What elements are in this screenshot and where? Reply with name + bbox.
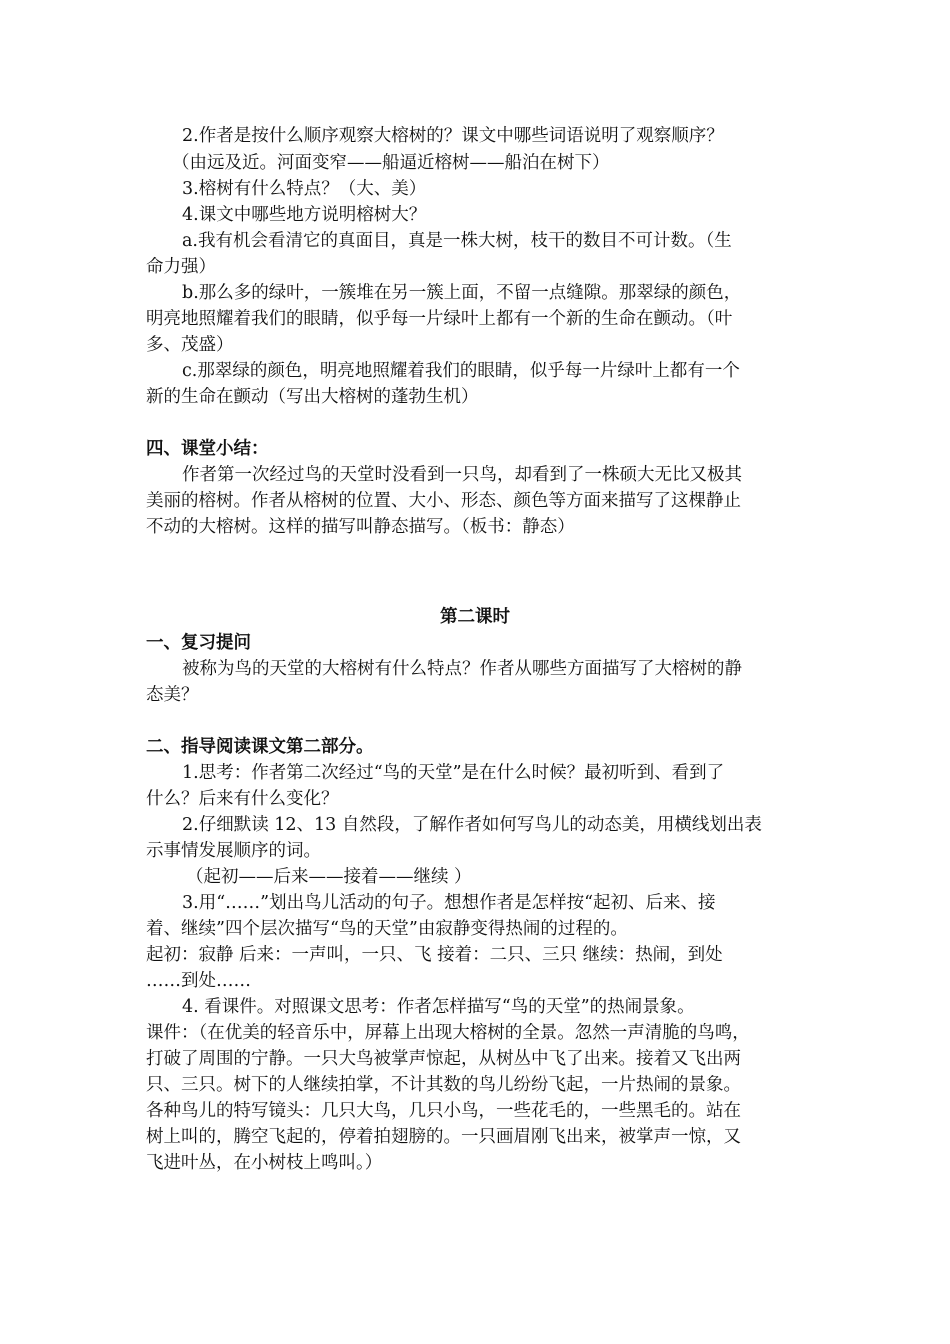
point-3-line-4: ……到处…… <box>146 971 251 991</box>
courseware-line-6: 飞进叶丛，在小树枝上鸣叫。） <box>146 1153 383 1173</box>
review-heading: 一、复习提问 <box>146 633 251 653</box>
example-b-line-3: 多、茂盛） <box>146 335 234 355</box>
question-2-answer: （由远及近。河面变窄——船逼近榕树——船泊在树下） <box>172 153 610 173</box>
summary-heading: 四、课堂小结： <box>146 439 269 459</box>
point-1-line-2: 什么？后来有什么变化？ <box>146 789 339 809</box>
courseware-line-2: 打破了周围的宁静。一只大鸟被掌声惊起，从树丛中飞了出来。接着又飞出两 <box>146 1049 741 1069</box>
point-3-line-1: 3.用“……”划出鸟儿活动的句子。想想作者是怎样按“起初、后来、接 <box>182 893 716 913</box>
summary-line-2: 美丽的榕树。作者从榕树的位置、大小、形态、颜色等方面来描写了这棵静止 <box>146 491 741 511</box>
point-3-line-3: 起初：寂静 后来：一声叫，一只、飞 接着：二只、三只 继续：热闹，到处 <box>146 945 723 965</box>
summary-line-3: 不动的大榕树。这样的描写叫静态描写。（板书：静态） <box>146 517 575 537</box>
lesson-title: 第二课时 <box>440 607 510 627</box>
courseware-line-5: 树上叫的，腾空飞起的，停着拍翅膀的。一只画眉刚飞出来，被掌声一惊，又 <box>146 1127 741 1147</box>
example-b-line-1: b.那么多的绿叶，一簇堆在另一簇上面，不留一点缝隙。那翠绿的颜色， <box>182 283 742 303</box>
courseware-line-3: 只、三只。树下的人继续拍掌，不计其数的鸟儿纷纷飞起，一片热闹的景象。 <box>146 1075 741 1095</box>
example-c-line-1: c.那翠绿的颜色，明亮地照耀着我们的眼睛，似乎每一片绿叶上都有一个 <box>182 361 740 381</box>
courseware-line-4: 各种鸟儿的特写镜头：几只大鸟，几只小鸟，一些花毛的，一些黑毛的。站在 <box>146 1101 741 1121</box>
example-a-line-1: a.我有机会看清它的真面目，真是一株大树，枝干的数目不可计数。（生 <box>182 231 732 251</box>
courseware-line-1: 课件：（在优美的轻音乐中，屏幕上出现大榕树的全景。忽然一声清脆的鸟鸣， <box>146 1023 750 1043</box>
summary-line-1: 作者第一次经过鸟的天堂时没看到一只鸟，却看到了一株硕大无比又极其 <box>182 465 742 485</box>
point-2-line-1: 2.仔细默读 12、13 自然段，了解作者如何写鸟儿的动态美，用横线划出表 <box>182 815 762 835</box>
example-a-line-2: 命力强） <box>146 257 216 277</box>
point-3-line-2: 着、继续”四个层次描写“鸟的天堂”由寂静变得热闹的过程的。 <box>146 919 628 939</box>
review-line-1: 被称为鸟的天堂的大榕树有什么特点？作者从哪些方面描写了大榕树的静 <box>182 659 742 679</box>
point-2-answer: （起初——后来——接着——继续 ） <box>186 867 472 887</box>
question-2: 2.作者是按什么顺序观察大榕树的？课文中哪些词语说明了观察顺序？ <box>182 126 724 146</box>
point-1-line-1: 1.思考：作者第二次经过“鸟的天堂”是在什么时候？最初听到、看到了 <box>182 763 725 783</box>
example-c-line-2: 新的生命在颤动（写出大榕树的蓬勃生机） <box>146 387 479 407</box>
review-line-2: 态美？ <box>146 685 199 705</box>
example-b-line-2: 明亮地照耀着我们的眼睛，似乎每一片绿叶上都有一个新的生命在颤动。（叶 <box>146 309 733 329</box>
guide-heading: 二、指导阅读课文第二部分。 <box>146 737 374 757</box>
point-2-line-2: 示事情发展顺序的词。 <box>146 841 321 861</box>
question-3: 3.榕树有什么特点？（大、美） <box>182 179 427 199</box>
question-4: 4.课文中哪些地方说明榕树大？ <box>182 205 427 225</box>
point-4-line-1: 4. 看课件。对照课文思考：作者怎样描写“鸟的天堂”的热闹景象。 <box>182 997 695 1017</box>
